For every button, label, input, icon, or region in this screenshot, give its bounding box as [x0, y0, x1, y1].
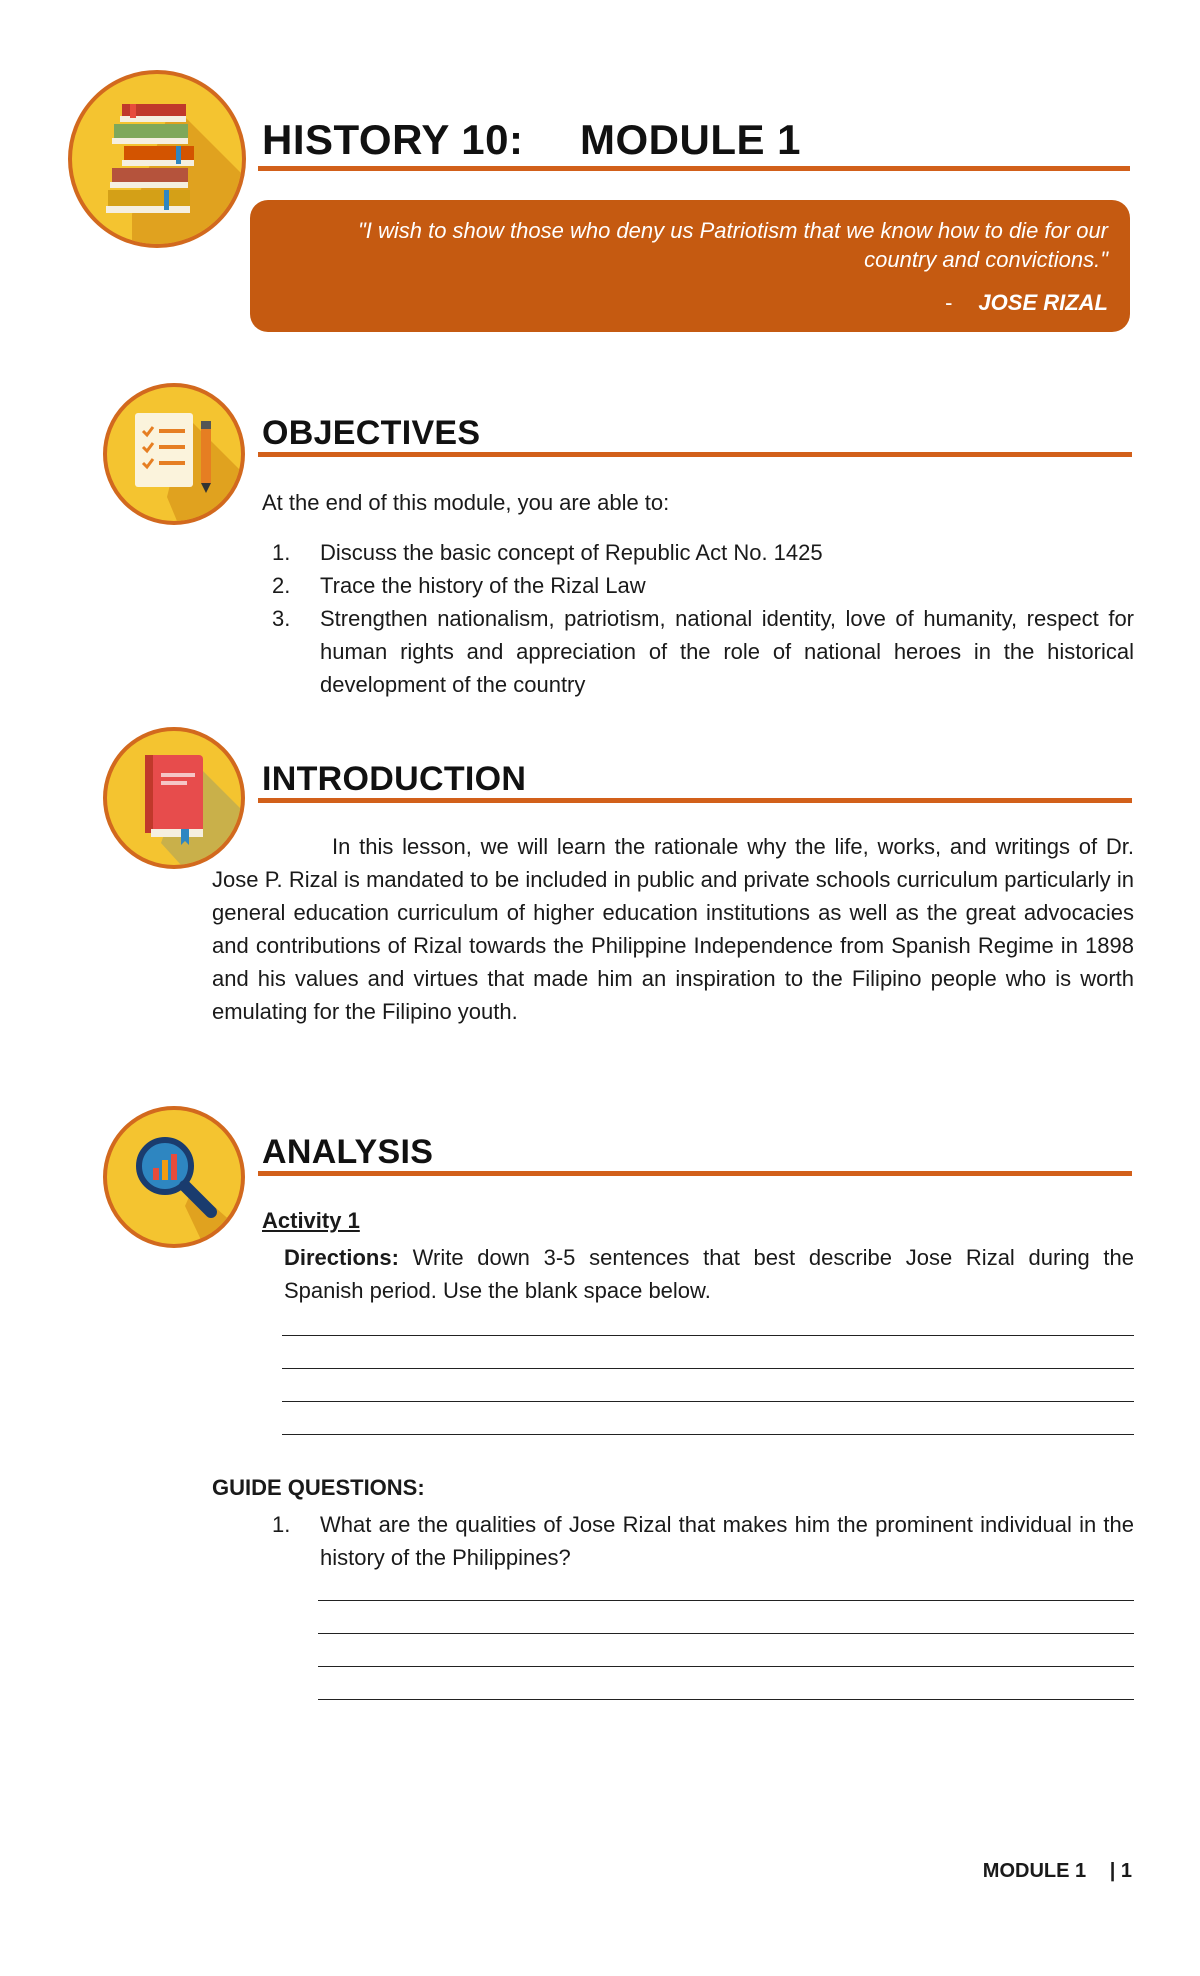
page-footer: [983, 1860, 1132, 1883]
module-title: MODULE 1: [580, 116, 802, 163]
guide-questions-list: [262, 1508, 1134, 1574]
analysis-rule: [258, 1171, 1132, 1176]
footer-page-number: 1: [1120, 1860, 1132, 1882]
objectives-intro: At the end of this module, you are able to:: [262, 490, 670, 515]
introduction-title: INTRODUCTION: [262, 760, 527, 798]
list-item: 1. What are the qualities of Jose Rizal that makes him the prominent individual in the history of the Philippines?: [272, 1512, 1134, 1570]
list-item: 2. Trace the history of the Rizal Law: [272, 573, 646, 598]
answer-line[interactable]: [282, 1401, 1134, 1402]
checklist-pencil-icon: [103, 383, 245, 525]
answer-line[interactable]: [318, 1633, 1134, 1634]
subject-title: HISTORY 10:: [262, 116, 524, 163]
book-stack-icon: [68, 70, 246, 248]
header-rule: [258, 166, 1130, 171]
introduction-rule: [258, 798, 1132, 803]
activity-label: Activity 1: [262, 1208, 360, 1233]
quote-dash: -: [945, 290, 953, 315]
analysis-title: ANALYSIS: [262, 1133, 434, 1171]
footer-separator: |: [1109, 1860, 1116, 1882]
answer-line[interactable]: [318, 1600, 1134, 1601]
objectives-title: OBJECTIVES: [262, 414, 481, 452]
magnifier-chart-icon: [103, 1106, 245, 1248]
quote-text: "I wish to show those who deny us Patriotism that we know how to die for our country and convictions.": [357, 218, 1108, 272]
quote-author: [945, 290, 1108, 316]
introduction-paragraph: In this lesson, we will learn the rationale why the life, works, and writings of Dr. Jose P. Rizal is mandated to be included in public and private schools curriculum particularly in general education curriculum of higher education institutions as well as the great advocacies and contributions of Rizal towards the Philippine Independence from Spanish Regime in 1898 and his values and virtues that made him an inspiration to the Filipino people who is worth emulating for the Filipino youth.: [212, 834, 1134, 1024]
answer-line[interactable]: [282, 1434, 1134, 1435]
quote-box: [250, 200, 1130, 332]
directions-text: Write down 3-5 sentences that best describe Jose Rizal during the Spanish period. Use the blank space below.: [284, 1245, 1134, 1303]
objectives-list: [262, 536, 1134, 701]
footer-module: MODULE 1: [982, 1860, 1087, 1882]
objectives-rule: [258, 452, 1132, 457]
directions-label: Directions:: [284, 1245, 399, 1270]
list-item: 3. Strengthen nationalism, patriotism, national identity, love of humanity, respect for human rights and appreciation of the role of national heroes in the historical development of the country: [272, 606, 1134, 697]
answer-line[interactable]: [318, 1699, 1134, 1700]
answer-line[interactable]: [318, 1666, 1134, 1667]
directions: [284, 1241, 1134, 1307]
guide-questions-title: GUIDE QUESTIONS:: [212, 1475, 425, 1500]
list-item: 1. Discuss the basic concept of Republic Act No. 1425: [272, 540, 823, 565]
answer-line[interactable]: [282, 1368, 1134, 1369]
quote-author-name: JOSE RIZAL: [978, 290, 1108, 315]
answer-line[interactable]: [282, 1335, 1134, 1336]
